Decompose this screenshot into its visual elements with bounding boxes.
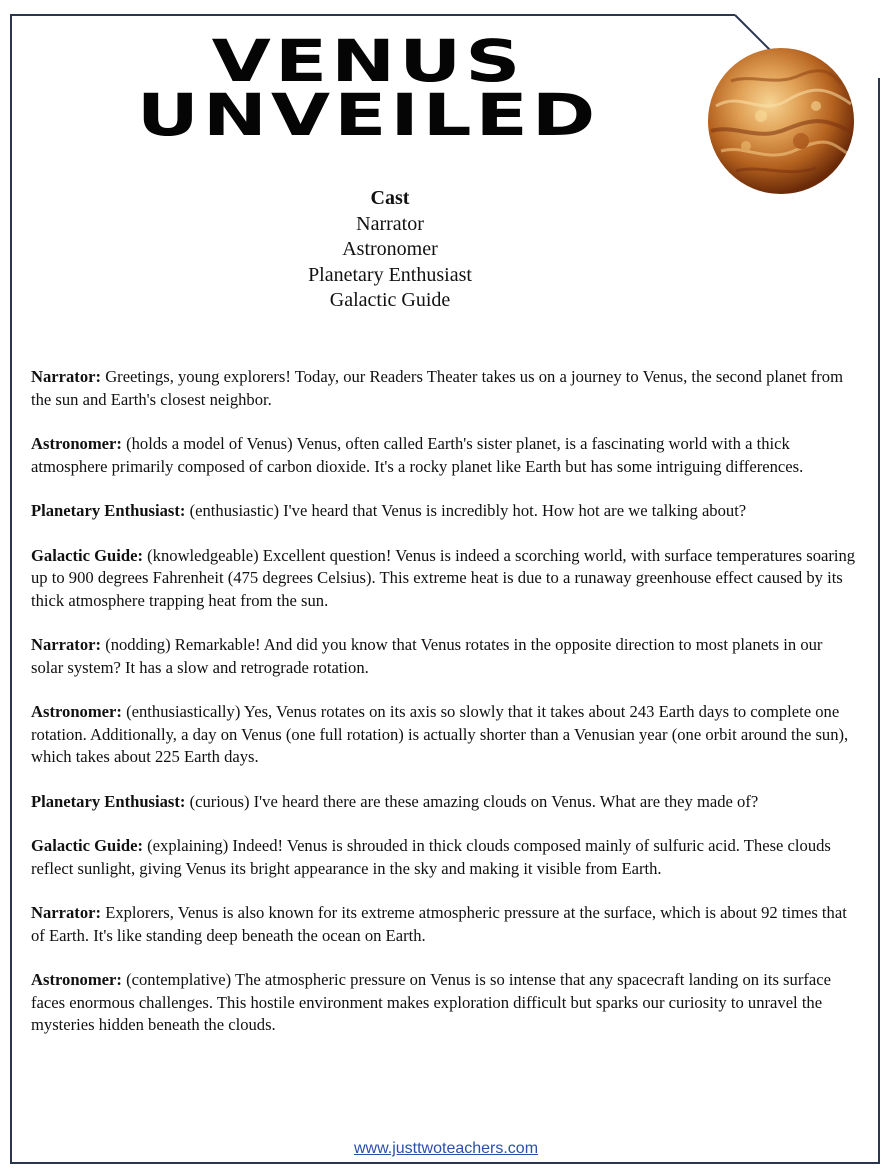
footer: [0, 1140, 892, 1158]
script-body: [31, 366, 857, 1059]
script-line: [31, 835, 857, 880]
speaker-name: Astronomer:: [31, 970, 122, 989]
script-line: [31, 500, 857, 523]
dialogue-text: (holds a model of Venus) Venus, often called Earth's sister planet, is a fascinating world with a thick atmosphere primarily composed of carbon dioxide. It's a rocky planet like Earth but has some intriguing differences.: [31, 434, 804, 476]
script-line: [31, 701, 857, 769]
speaker-name: Galactic Guide:: [31, 545, 143, 565]
dialogue-text: (contemplative) The atmospheric pressure on Venus is so intense that any spacecraft landing on its surface faces enormous challenges. This hostile environment makes exploration difficult but sparks our curiosity to unravel the mysteries hidden beneath the clouds.: [31, 970, 831, 1034]
dialogue-text: Greetings, young explorers! Today, our Readers Theater takes us on a journey to Venus, the second planet from the sun and Earth's closest neighbor.: [31, 367, 844, 409]
venus-planet-image: [706, 46, 856, 196]
dialogue-text: (enthusiastic) I've heard that Venus is incredibly hot. How hot are we talking about?: [189, 501, 747, 520]
dialogue-text: (explaining) Indeed! Venus is shrouded in thick clouds composed mainly of sulfuric acid. These clouds reflect sunlight, giving Venus its bright appearance in the sky and making it visible from Earth.: [31, 836, 831, 878]
cast-member: Astronomer: [342, 238, 438, 260]
cast-member: Planetary Enthusiast: [308, 263, 472, 286]
script-line: [31, 902, 857, 947]
script-line: [31, 969, 857, 1037]
speaker-name: Astronomer:: [31, 702, 122, 721]
cast-heading: Cast: [370, 187, 410, 209]
script-line: [31, 366, 857, 411]
script-line: [31, 433, 857, 478]
title-line-2: UNVEILED: [136, 81, 600, 149]
page-title: [78, 27, 659, 149]
title-line-1: VENUS: [211, 27, 525, 95]
speaker-name: Narrator:: [31, 367, 102, 386]
dialogue-text: (curious) I've heard there are these amazing clouds on Venus. What are they made of?: [189, 791, 759, 811]
cast-member: Galactic Guide: [329, 289, 451, 311]
speaker-name: Astronomer:: [31, 434, 122, 453]
dialogue-text: (enthusiastically) Yes, Venus rotates on its axis so slowly that it takes about 243 Earth days to complete one rotation. Additionally, a day on Venus (one full rotation) is actually shorter than a Venusian year (one orbit around the sun), which takes about 225 Earth days.: [31, 702, 849, 766]
speaker-name: Narrator:: [31, 635, 102, 654]
speaker-name: Galactic Guide:: [31, 836, 143, 855]
script-line: [31, 791, 857, 814]
dialogue-text: (knowledgeable) Excellent question! Venus is indeed a scorching world, with surface temperatures soaring up to 900 degrees Fahrenheit (475 degrees Celsius). This extreme heat is due to a runaway greenhouse effect caused by its thick atmosphere trapping heat from the sun.: [31, 545, 856, 610]
speaker-name: Planetary Enthusiast:: [31, 791, 186, 811]
dialogue-text: (nodding) Remarkable! And did you know that Venus rotates in the opposite direction to most planets in our solar system? It has a slow and retrograde rotation.: [31, 635, 823, 677]
script-line: [31, 634, 857, 679]
speaker-name: Narrator:: [31, 903, 102, 922]
dialogue-text: Explorers, Venus is also known for its extreme atmospheric pressure at the surface, which is about 92 times that of Earth. It's like standing deep beneath the ocean on Earth.: [31, 903, 847, 945]
footer-website-link[interactable]: www.justtwoteachers.com: [353, 1140, 539, 1157]
speaker-name: Planetary Enthusiast:: [31, 501, 186, 520]
cast-member: Narrator: [356, 212, 424, 235]
cast-list: [250, 186, 530, 314]
script-line: [31, 545, 857, 613]
